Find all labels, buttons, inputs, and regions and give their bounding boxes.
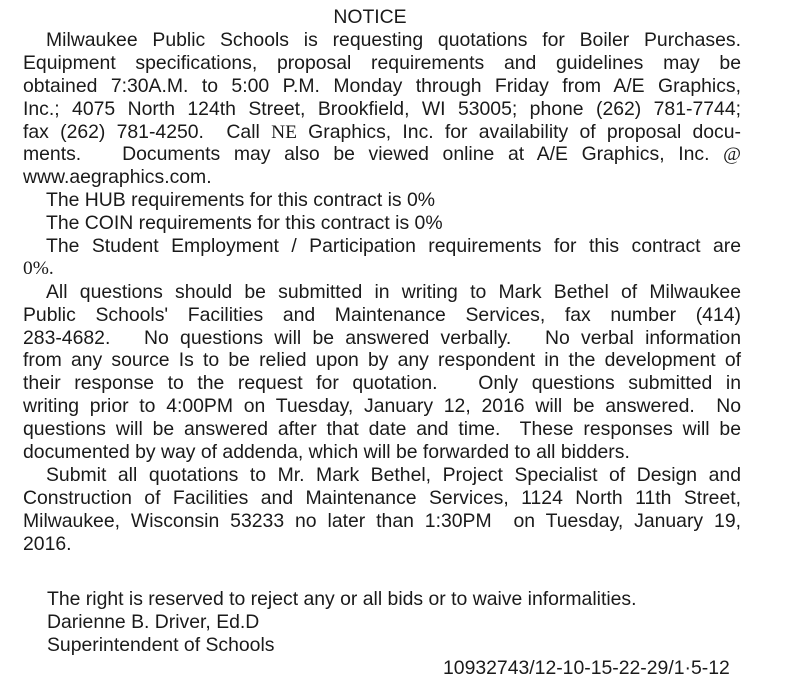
reservation-statement: The right is reserved to reject any or all bids or to waive informalities.: [47, 588, 637, 610]
text-line: their response to the request for quotation. Only questions submitted in: [23, 372, 741, 395]
notice-body: [23, 29, 741, 555]
text-line: Submit all quotations to Mr. Mark Bethel, Project Specialist of Design and: [46, 463, 741, 486]
text-line: Equipment specifications, proposal requirements and guidelines may be: [23, 51, 741, 74]
text-line: questions will be answered after that date and time. These responses will be: [23, 418, 741, 441]
website-link[interactable]: www.aegraphics.com.: [23, 166, 212, 189]
text-line: [23, 121, 741, 144]
text-line: documented by way of addenda, which will be forwarded to all bidders.: [23, 441, 630, 464]
student-employment-value: 0%.: [23, 257, 54, 279]
signer-title: Superintendent of Schools: [47, 633, 275, 656]
text-segment: NE: [271, 121, 297, 143]
text-line: writing prior to 4:00PM on Tuesday, January 12, 2016 will be answered. No: [23, 395, 741, 418]
hub-requirement: The HUB requirements for this contract is 0%: [46, 189, 436, 212]
text-line: 283-4682. No questions will be answered verbally. No verbal information: [23, 326, 741, 349]
paragraph-quotation-request: [23, 29, 741, 189]
student-employment-requirement: The Student Employment / Participation requirements for this contract are: [46, 235, 741, 258]
coin-requirement: The COIN requirements for this contract is 0%: [46, 212, 443, 235]
paragraph-submission: [23, 464, 741, 556]
reference-code: 10932743/12-10-15-22-29/1·5-12: [443, 657, 730, 679]
text-segment: fax (262) 781-4250. Call: [23, 120, 272, 143]
text-line: [23, 143, 741, 166]
text-line: from any source Is to be relied upon by any respondent in the development of: [23, 349, 741, 372]
text-segment: Graphics, Inc. for availability of proposal docu-: [296, 120, 741, 143]
paragraph-questions: [23, 281, 741, 464]
notice-title: NOTICE: [333, 6, 407, 28]
text-line: Inc.; 4075 North 124th Street, Brookfield, WI 53005; phone (262) 781-7744;: [23, 97, 741, 120]
text-line: Construction of Facilities and Maintenance Services, 1124 North 11th Street,: [23, 486, 741, 509]
text-segment: ments. Documents may also be viewed online at A/E Graphics, Inc.: [23, 143, 724, 166]
text-line: 2016.: [23, 532, 72, 555]
text-line: All questions should be submitted in writing to Mark Bethel of Milwaukee: [46, 280, 741, 303]
text-line: Milwaukee Public Schools is requesting quotations for Boiler Purchases.: [46, 29, 741, 51]
text-line: obtained 7:30A.M. to 5:00 P.M. Monday through Friday from A/E Graphics,: [23, 74, 741, 97]
text-line: Public Schools' Facilities and Maintenance Services, fax number (414): [23, 303, 741, 326]
at-symbol: @: [723, 144, 741, 166]
signer-name: Darienne B. Driver, Ed.D: [47, 610, 260, 633]
text-line: Milwaukee, Wisconsin 53233 no later than 1:30PM on Tuesday, January 19,: [23, 509, 741, 532]
closing-block: [47, 588, 637, 657]
